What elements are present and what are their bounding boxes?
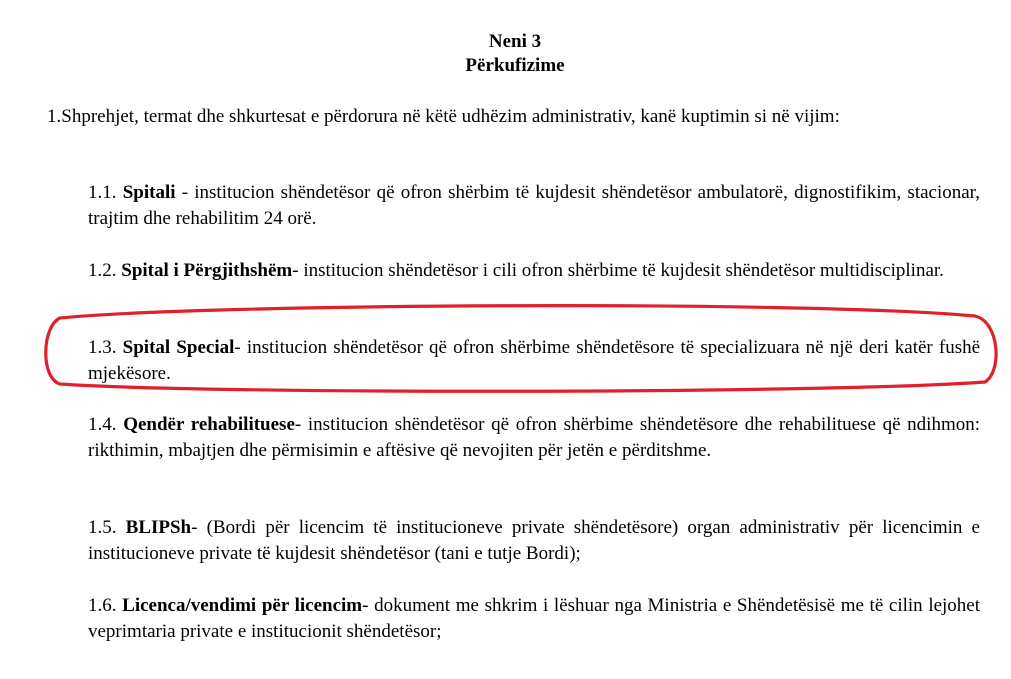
item-term: Qendër rehabilituese [123, 414, 295, 435]
intro-paragraph: 1.Shprehjet, termat dhe shkurtesat e përdorura në këtë udhëzim administrativ, kanë kuptimin si në vijim: [47, 106, 840, 127]
item-term: BLIPSh [125, 517, 192, 538]
item-definition: - institucion shëndetësor që ofron shërbim të kujdesit shëndetësor ambulatorë, dignostifikim, stacionar, trajtim dhe rehabilitim 24 orë. [88, 182, 980, 229]
item-definition: - institucion shëndetësor që ofron shërbime shëndetësore dhe rehabilituese që ndihmon: rikthimin, mbajtjen dhe përmisimin e aftësive që nevojiten për jetën e përditshme. [88, 414, 981, 461]
item-number: 1.6. [88, 595, 123, 616]
definition-item-1-2 [88, 258, 980, 284]
item-definition: - institucion shëndetësor i cili ofron shërbime të kujdesit shëndetësor multidisciplinar. [292, 260, 944, 281]
item-term: Spital i Përgjithshëm [121, 260, 293, 281]
item-number: 1.1. [88, 182, 123, 203]
item-definition: - dokument me shkrim i lëshuar nga Ministria e Shëndetësisë me të cilin lejohet veprimtaria private e institucionit shëndetësor; [88, 595, 981, 642]
definition-item-1-1 [88, 180, 980, 232]
item-number: 1.5. [88, 517, 126, 538]
item-definition: - institucion shëndetësor që ofron shërbime shëndetësore të specializuara në një deri katër fushë mjekësore. [88, 337, 981, 384]
definition-item-1-3 [88, 335, 980, 387]
item-number: 1.4. [88, 414, 124, 435]
definition-item-1-5 [88, 515, 980, 567]
item-definition: - (Bordi për licencim të institucioneve private shëndetësore) organ administrativ për licencimin e institucioneve private të kujdesit shëndetësor (tani e tutje Bordi); [88, 517, 980, 564]
item-term: Spitali [122, 182, 176, 203]
article-number: Neni 3 [488, 31, 542, 52]
item-term: Spital Special [122, 337, 235, 358]
item-number: 1.2. [88, 260, 122, 281]
item-term: Licenca/vendimi për licencim [122, 595, 363, 616]
definition-item-1-4 [88, 412, 980, 464]
article-title: Përkufizime [465, 55, 565, 76]
definition-item-1-6 [88, 593, 980, 645]
item-number: 1.3. [88, 337, 123, 358]
